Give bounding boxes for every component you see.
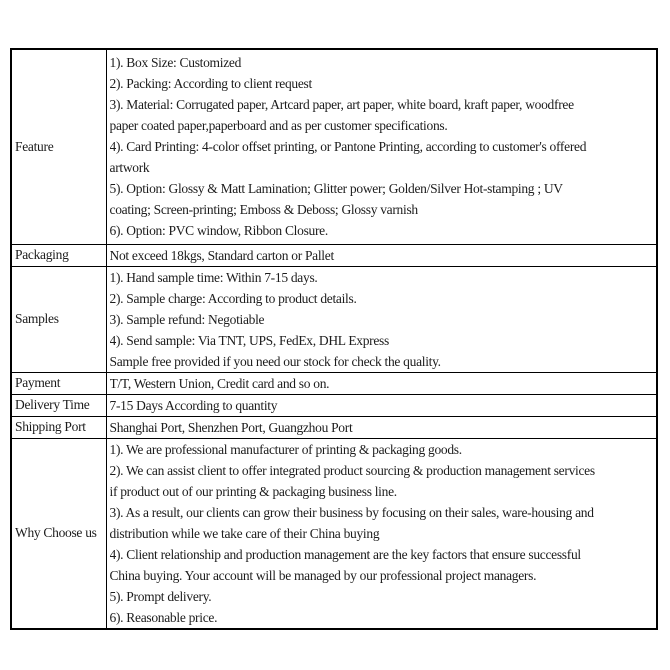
table-row-samples: [11, 266, 657, 372]
text-line: artwork: [109, 160, 150, 176]
row-content-samples: [106, 266, 657, 372]
table-row-payment: [11, 372, 657, 394]
text-line: 3). As a result, our clients can grow their business by focusing on their sales, ware-housing and: [109, 504, 594, 520]
text-line: 2). Sample charge: According to product details.: [109, 290, 357, 306]
text-line: Sample free provided if you need our stock for check the quality.: [109, 353, 441, 369]
text-line: 2). We can assist client to offer integrated product sourcing & production management services: [109, 462, 595, 478]
row-content-why-choose-us: [106, 438, 657, 629]
text-line: 6). Option: PVC window, Ribbon Closure.: [109, 223, 328, 239]
text-line: 5). Prompt delivery.: [109, 588, 212, 604]
text-line: 1). Hand sample time: Within 7-15 days.: [109, 269, 318, 285]
text-line: if product out of our printing & packaging business line.: [109, 483, 397, 499]
text-line: T/T, Western Union, Credit card and so on.: [109, 375, 330, 391]
row-content-payment: [106, 372, 657, 394]
text-line: 2). Packing: According to client request: [109, 76, 312, 92]
table-row-shipping-port: [11, 416, 657, 438]
row-content-packaging: [106, 244, 657, 266]
text-line: 4). Send sample: Via TNT, UPS, FedEx, DHL Express: [109, 332, 389, 348]
product-spec-table: [10, 48, 658, 630]
row-content-shipping-port: [106, 416, 657, 438]
row-label-samples: Samples: [11, 266, 106, 372]
row-label-why-choose-us: Why Choose us: [11, 438, 106, 629]
row-content-feature: [106, 49, 657, 244]
row-label-delivery-time: Delivery Time: [11, 394, 106, 416]
text-line: 4). Card Printing: 4-color offset printing, or Pantone Printing, according to customer's offered: [109, 139, 587, 155]
text-line: 3). Material: Corrugated paper, Artcard paper, art paper, white board, kraft paper, woodfree: [109, 97, 574, 113]
text-line: Shanghai Port, Shenzhen Port, Guangzhou Port: [109, 419, 353, 435]
text-line: 5). Option: Glossy & Matt Lamination; Glitter power; Golden/Silver Hot-stamping ; UV: [109, 181, 563, 197]
text-line: 6). Reasonable price.: [109, 609, 218, 625]
row-label-feature: Feature: [11, 49, 106, 244]
text-line: 1). We are professional manufacturer of printing & packaging goods.: [109, 441, 462, 457]
text-line: Not exceed 18kgs, Standard carton or Pallet: [109, 247, 334, 263]
text-line: 4). Client relationship and production management are the key factors that ensure successful: [109, 546, 581, 562]
text-line: 1). Box Size: Customized: [109, 55, 242, 71]
text-line: paper coated paper,paperboard and as per customer specifications.: [109, 118, 448, 134]
text-line: China buying. Your account will be managed by our professional project managers.: [109, 567, 537, 583]
table-row-packaging: [11, 244, 657, 266]
text-line: coating; Screen-printing; Emboss & Deboss; Glossy varnish: [109, 202, 418, 218]
table-row-why-choose-us: [11, 438, 657, 629]
text-line: 3). Sample refund: Negotiable: [109, 311, 265, 327]
row-label-shipping-port: Shipping Port: [11, 416, 106, 438]
text-line: 7-15 Days According to quantity: [109, 397, 278, 413]
row-content-delivery-time: [106, 394, 657, 416]
row-label-payment: Payment: [11, 372, 106, 394]
text-line: distribution while we take care of their China buying: [109, 525, 380, 541]
row-label-packaging: Packaging: [11, 244, 106, 266]
table-row-feature: [11, 49, 657, 244]
table-row-delivery-time: [11, 394, 657, 416]
